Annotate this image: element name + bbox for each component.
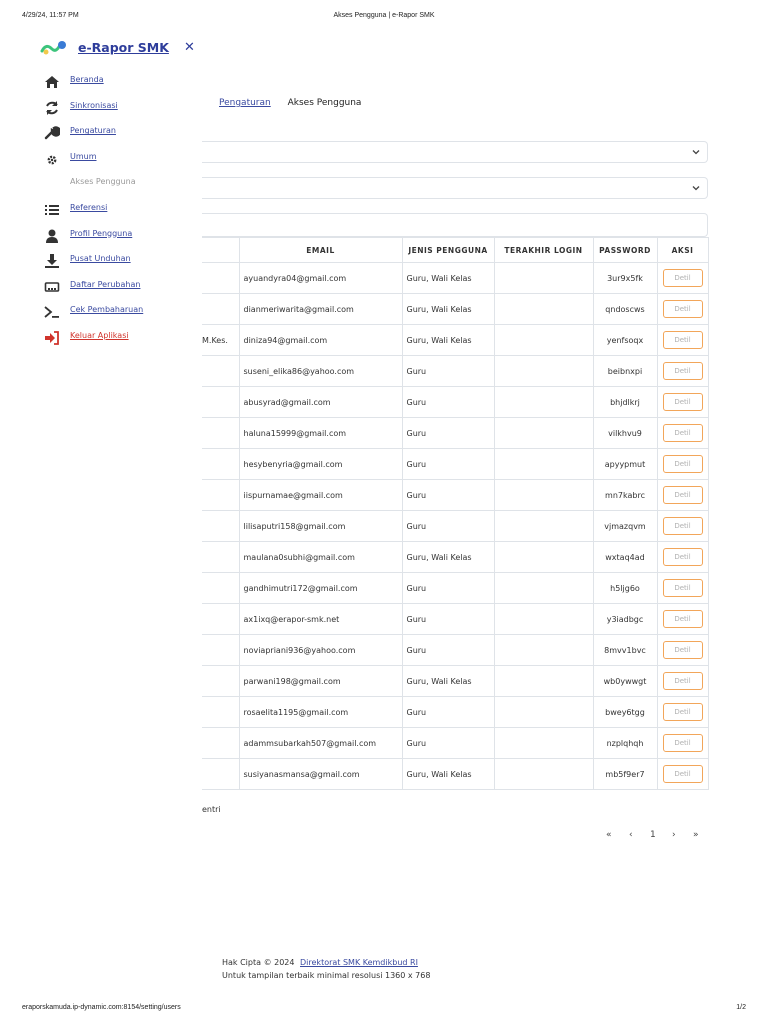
detil-button[interactable]: Detil: [663, 703, 703, 721]
cell-last-login: [494, 635, 593, 666]
sidebar-item-daftar-perubahan[interactable]: [36, 275, 202, 301]
cell-role: Guru: [402, 418, 494, 449]
sidebar-item-profil-pengguna[interactable]: [36, 224, 202, 250]
cell-name: [202, 449, 239, 480]
pagination: [598, 830, 708, 842]
filter-select-2[interactable]: [202, 177, 708, 199]
table-row: [202, 542, 708, 573]
table-row: [202, 635, 708, 666]
cell-password: yenfsoqx: [593, 325, 657, 356]
pagination-next[interactable]: ›: [672, 830, 676, 840]
breadcrumb: [219, 98, 361, 108]
cell-password: vjmazqvm: [593, 511, 657, 542]
sidebar-item-label: Cek Pembaharuan: [70, 305, 144, 315]
cell-action: [657, 294, 708, 325]
sidebar-item-label: Daftar Perubahan: [70, 279, 141, 289]
sidebar-item-label: Referensi: [70, 202, 108, 212]
detil-button[interactable]: Detil: [663, 548, 703, 566]
cell-role: Guru: [402, 511, 494, 542]
column-header-email[interactable]: EMAIL: [239, 238, 402, 263]
cell-name: [202, 480, 239, 511]
cell-password: mn7kabrc: [593, 480, 657, 511]
cell-password: apyypmut: [593, 449, 657, 480]
cell-action: [657, 356, 708, 387]
detil-button[interactable]: Detil: [663, 734, 703, 752]
cell-action: [657, 480, 708, 511]
pagination-last[interactable]: »: [693, 830, 699, 840]
sidebar-item-pusat-unduhan[interactable]: [36, 249, 202, 275]
cell-name: [202, 542, 239, 573]
column-header-action: AKSI: [657, 238, 708, 263]
cell-email: suseni_elika86@yahoo.com: [239, 356, 402, 387]
table-row: [202, 666, 708, 697]
table-row: [202, 418, 708, 449]
cell-email: gandhimutri172@gmail.com: [239, 573, 402, 604]
pagination-prev[interactable]: ‹: [629, 830, 633, 840]
gear-icon: [44, 151, 60, 167]
cell-email: hesybenyria@gmail.com: [239, 449, 402, 480]
sidebar-item-label: Pengaturan: [70, 126, 116, 136]
detil-button[interactable]: Detil: [663, 610, 703, 628]
cell-last-login: [494, 604, 593, 635]
print-url: eraporskamuda.ip-dynamic.com:8154/setting/users: [22, 1004, 181, 1011]
table-header-row: [202, 238, 708, 263]
breadcrumb-current: Akses Pengguna: [287, 98, 362, 108]
table-row: [202, 449, 708, 480]
print-datetime: 4/29/24, 11:57 PM: [22, 12, 79, 19]
cell-action: [657, 573, 708, 604]
cell-name: [202, 759, 239, 790]
cell-action: [657, 759, 708, 790]
cell-email: ayuandyra04@gmail.com: [239, 263, 402, 294]
changelog-icon: [44, 279, 60, 295]
column-header-last-login[interactable]: TERAKHIR LOGIN: [494, 238, 593, 263]
cell-password: 8mvv1bvc: [593, 635, 657, 666]
detil-button[interactable]: Detil: [663, 579, 703, 597]
cell-role: Guru: [402, 728, 494, 759]
print-page-number: 1/2: [736, 1004, 746, 1011]
cell-last-login: [494, 728, 593, 759]
user-icon: [44, 228, 60, 244]
sidebar-item-keluar-aplikasi[interactable]: [36, 326, 202, 352]
cell-email: noviapriani936@yahoo.com: [239, 635, 402, 666]
page-footer: [222, 956, 430, 982]
cell-name: [202, 387, 239, 418]
download-icon: [44, 253, 60, 269]
cell-role: Guru, Wali Kelas: [402, 542, 494, 573]
users-table: [202, 237, 709, 790]
cell-role: Guru: [402, 480, 494, 511]
cell-password: h5ljg6o: [593, 573, 657, 604]
cell-email: susiyanasmansa@gmail.com: [239, 759, 402, 790]
cell-action: [657, 666, 708, 697]
cell-last-login: [494, 387, 593, 418]
table-row: [202, 759, 708, 790]
sidebar-item-beranda[interactable]: [36, 70, 202, 96]
sidebar-item-sinkronisasi[interactable]: [36, 96, 202, 122]
cell-action: [657, 263, 708, 294]
detil-button[interactable]: Detil: [663, 362, 703, 380]
table-row: [202, 604, 708, 635]
detil-button[interactable]: Detil: [663, 517, 703, 535]
cell-email: lilisaputri158@gmail.com: [239, 511, 402, 542]
detil-button[interactable]: Detil: [663, 455, 703, 473]
cell-action: [657, 449, 708, 480]
chevron-down-icon: [691, 147, 701, 157]
table-row: [202, 387, 708, 418]
cell-last-login: [494, 418, 593, 449]
detil-button[interactable]: Detil: [663, 331, 703, 349]
column-header-password[interactable]: PASSWORD: [593, 238, 657, 263]
cell-name: [202, 418, 239, 449]
sidebar: [36, 36, 202, 366]
cell-password: wxtaq4ad: [593, 542, 657, 573]
cell-name: [202, 263, 239, 294]
cell-last-login: [494, 511, 593, 542]
table-row: [202, 325, 708, 356]
cell-email: iispurnamae@gmail.com: [239, 480, 402, 511]
cell-role: Guru: [402, 387, 494, 418]
filter-select-1[interactable]: [202, 141, 708, 163]
cell-action: [657, 511, 708, 542]
sidebar-menu: [36, 70, 202, 352]
cell-last-login: [494, 759, 593, 790]
cell-name: [202, 511, 239, 542]
brand[interactable]: [40, 38, 200, 58]
breadcrumb-parent[interactable]: Pengaturan: [219, 98, 271, 108]
cell-last-login: [494, 356, 593, 387]
cell-password: bwey6tgg: [593, 697, 657, 728]
cell-name: [202, 635, 239, 666]
cell-role: Guru, Wali Kelas: [402, 325, 494, 356]
cell-email: rosaelita1195@gmail.com: [239, 697, 402, 728]
cell-email: dianmeriwarita@gmail.com: [239, 294, 402, 325]
cell-last-login: [494, 480, 593, 511]
cell-name: [202, 728, 239, 759]
sidebar-item-label: Akses Pengguna: [70, 177, 136, 187]
entries-info: entri: [202, 805, 221, 814]
cell-last-login: [494, 542, 593, 573]
cell-email: adammsubarkah507@gmail.com: [239, 728, 402, 759]
cell-role: Guru: [402, 573, 494, 604]
footer-copyright: Hak Cipta © 2024: [222, 958, 295, 967]
cell-action: [657, 604, 708, 635]
sidebar-item-label: Sinkronisasi: [70, 100, 118, 110]
sidebar-item-label: Pusat Unduhan: [70, 254, 131, 264]
cell-email: abusyrad@gmail.com: [239, 387, 402, 418]
cell-action: [657, 418, 708, 449]
print-header: [22, 12, 746, 22]
sidebar-item-label: Beranda: [70, 75, 104, 84]
close-sidebar-icon[interactable]: ✕: [184, 40, 195, 55]
cell-action: [657, 635, 708, 666]
wrench-icon: [44, 125, 60, 141]
cell-password: 3ur9x5fk: [593, 263, 657, 294]
cell-last-login: [494, 263, 593, 294]
table-row: [202, 294, 708, 325]
pagination-first[interactable]: «: [606, 830, 612, 840]
cell-password: mb5f9er7: [593, 759, 657, 790]
sidebar-item-label: Umum: [70, 151, 97, 161]
users-table-body: [202, 263, 708, 790]
print-doc-title: Akses Pengguna | e-Rapor SMK: [333, 12, 435, 19]
detil-button[interactable]: Detil: [663, 393, 703, 411]
sidebar-item-label: Keluar Aplikasi: [70, 330, 129, 340]
cell-role: Guru: [402, 449, 494, 480]
table-row: [202, 480, 708, 511]
cell-email: ax1ixq@erapor-smk.net: [239, 604, 402, 635]
cell-role: Guru, Wali Kelas: [402, 759, 494, 790]
cell-action: [657, 697, 708, 728]
detil-button[interactable]: Detil: [663, 641, 703, 659]
cell-last-login: [494, 573, 593, 604]
cell-email: maulana0subhi@gmail.com: [239, 542, 402, 573]
cell-password: nzplqhqh: [593, 728, 657, 759]
cell-email: diniza94@gmail.com: [239, 325, 402, 356]
search-input[interactable]: [202, 213, 708, 237]
cell-last-login: [494, 325, 593, 356]
sidebar-item-cek-pembaharuan[interactable]: [36, 300, 202, 326]
sidebar-item-umum[interactable]: [36, 147, 202, 173]
table-row: [202, 697, 708, 728]
cell-last-login: [494, 294, 593, 325]
table-row: [202, 511, 708, 542]
print-footer: [22, 1004, 746, 1014]
cell-role: Guru: [402, 356, 494, 387]
sidebar-item-pengaturan[interactable]: [36, 121, 202, 147]
cell-action: [657, 728, 708, 759]
home-icon: [44, 74, 60, 90]
cell-action: [657, 387, 708, 418]
column-header-role[interactable]: JENIS PENGGUNA: [402, 238, 494, 263]
cell-name: M.Kes.: [202, 325, 239, 356]
brand-name[interactable]: e-Rapor SMK: [78, 40, 169, 55]
detil-button[interactable]: Detil: [663, 765, 703, 783]
cell-role: Guru: [402, 635, 494, 666]
cell-name: [202, 697, 239, 728]
cell-name: [202, 573, 239, 604]
cell-last-login: [494, 666, 593, 697]
cell-name: [202, 294, 239, 325]
list-icon: [44, 202, 60, 218]
detil-button[interactable]: Detil: [663, 486, 703, 504]
table-row: [202, 263, 708, 294]
cell-email: haluna15999@gmail.com: [239, 418, 402, 449]
cell-password: y3iadbgc: [593, 604, 657, 635]
sidebar-item-label: Profil Pengguna: [70, 228, 133, 238]
cell-password: wb0ywwgt: [593, 666, 657, 697]
sidebar-item-akses-pengguna[interactable]: [36, 172, 202, 198]
cell-password: beibnxpi: [593, 356, 657, 387]
cell-role: Guru, Wali Kelas: [402, 294, 494, 325]
terminal-icon: [44, 304, 60, 320]
chevron-down-icon: [691, 183, 701, 193]
cell-password: vilkhvu9: [593, 418, 657, 449]
cell-password: qndoscws: [593, 294, 657, 325]
cell-name: [202, 604, 239, 635]
cell-last-login: [494, 697, 593, 728]
sidebar-item-referensi[interactable]: [36, 198, 202, 224]
column-header-name[interactable]: [202, 238, 239, 263]
cell-role: Guru, Wali Kelas: [402, 263, 494, 294]
table-row: [202, 356, 708, 387]
detil-button[interactable]: Detil: [663, 300, 703, 318]
logout-icon: [44, 330, 60, 346]
cell-name: [202, 666, 239, 697]
cell-role: Guru: [402, 604, 494, 635]
cell-action: [657, 542, 708, 573]
cell-action: [657, 325, 708, 356]
cell-role: Guru: [402, 697, 494, 728]
users-table-wrapper: [202, 237, 708, 790]
cell-password: bhjdlkrj: [593, 387, 657, 418]
cell-role: Guru, Wali Kelas: [402, 666, 494, 697]
detil-button[interactable]: Detil: [663, 269, 703, 287]
cell-name: [202, 356, 239, 387]
detil-button[interactable]: Detil: [663, 424, 703, 442]
erapor-logo-icon: [40, 39, 68, 57]
table-row: [202, 728, 708, 759]
footer-link[interactable]: Direktorat SMK Kemdikbud RI: [300, 958, 418, 967]
pagination-page-1[interactable]: 1: [650, 830, 656, 840]
cell-email: parwani198@gmail.com: [239, 666, 402, 697]
detil-button[interactable]: Detil: [663, 672, 703, 690]
cell-last-login: [494, 449, 593, 480]
sync-icon: [44, 100, 60, 116]
table-row: [202, 573, 708, 604]
footer-note: Untuk tampilan terbaik minimal resolusi 1360 x 768: [222, 971, 431, 980]
